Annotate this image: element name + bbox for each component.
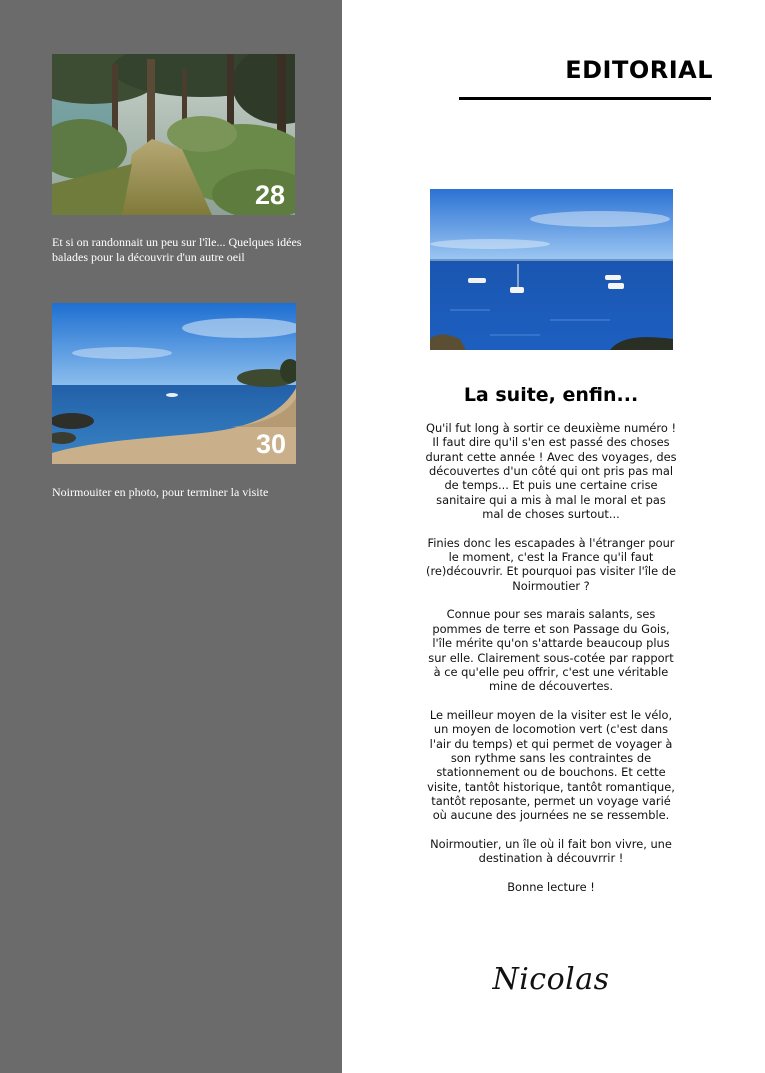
editorial-title: EDITORIAL	[565, 56, 713, 84]
harbor-boats-photo[interactable]	[430, 189, 673, 350]
paragraph-1: Qu'il fut long à sortir ce deuxième numéro ! Il faut dire qu'il s'en est passé des choses durant cette année ! Avec des voyages, des découvertes d'un côté qui ont pris pas mal de temps... Et puis une certaine crise sanitaire qui a mis à mal le moral et pas mal de choses surtout...	[425, 421, 677, 522]
paragraph-6: Bonne lecture !	[507, 880, 595, 894]
paragraph-2: Finies donc les escapades à l'étranger pour le moment, c'est la France qu'il faut (re)découvrir. Et pourquoi pas visiter l'île de Noirmoutier ?	[426, 535, 676, 593]
paragraph-3: Connue pour ses marais salants, ses pommes de terre et son Passage du Gois, l'île mérite qu'on s'attarde beaucoup plus sur elle. Clairement sous-cotée par rapport à ce qu'elle peu offrir, c'est une véritable mine de découvertes.	[428, 607, 674, 694]
title-underline	[459, 97, 711, 100]
harbor-boats-image	[430, 189, 673, 350]
forest-trail-photo[interactable]	[52, 54, 295, 215]
editorial-body	[424, 421, 678, 909]
paragraph-5: Noirmoutier, un île où il fait bon vivre, une destination à découvrrir !	[430, 836, 672, 866]
page-number-30: 30	[255, 429, 286, 459]
page-number-28: 28	[254, 180, 285, 210]
paragraph-4: Le meilleur moyen de la visiter est le vélo, un moyen de locomotion vert (c'est dans l'air du temps) et qui permet de voyager à son rythme sans les contraintes de stationnement ou de bouchons. Et cette visite, tantôt historique, tantôt romantique, tantôt reposante, permet un voyage varié où aucune des journées ne se ressemble.	[427, 707, 675, 823]
signature: Nicolas	[492, 962, 610, 997]
editorial-headline: La suite, enfin...	[463, 384, 639, 406]
beach-cove-photo[interactable]	[52, 303, 296, 464]
sidebar	[0, 0, 342, 1073]
caption-photos: Noirmouiter en photo, pour terminer la visite	[52, 485, 269, 499]
caption-hiking: Et si on randonnait un peu sur l'île... Quelques idées balades pour la découvrir d'un autre oeil	[52, 235, 302, 264]
